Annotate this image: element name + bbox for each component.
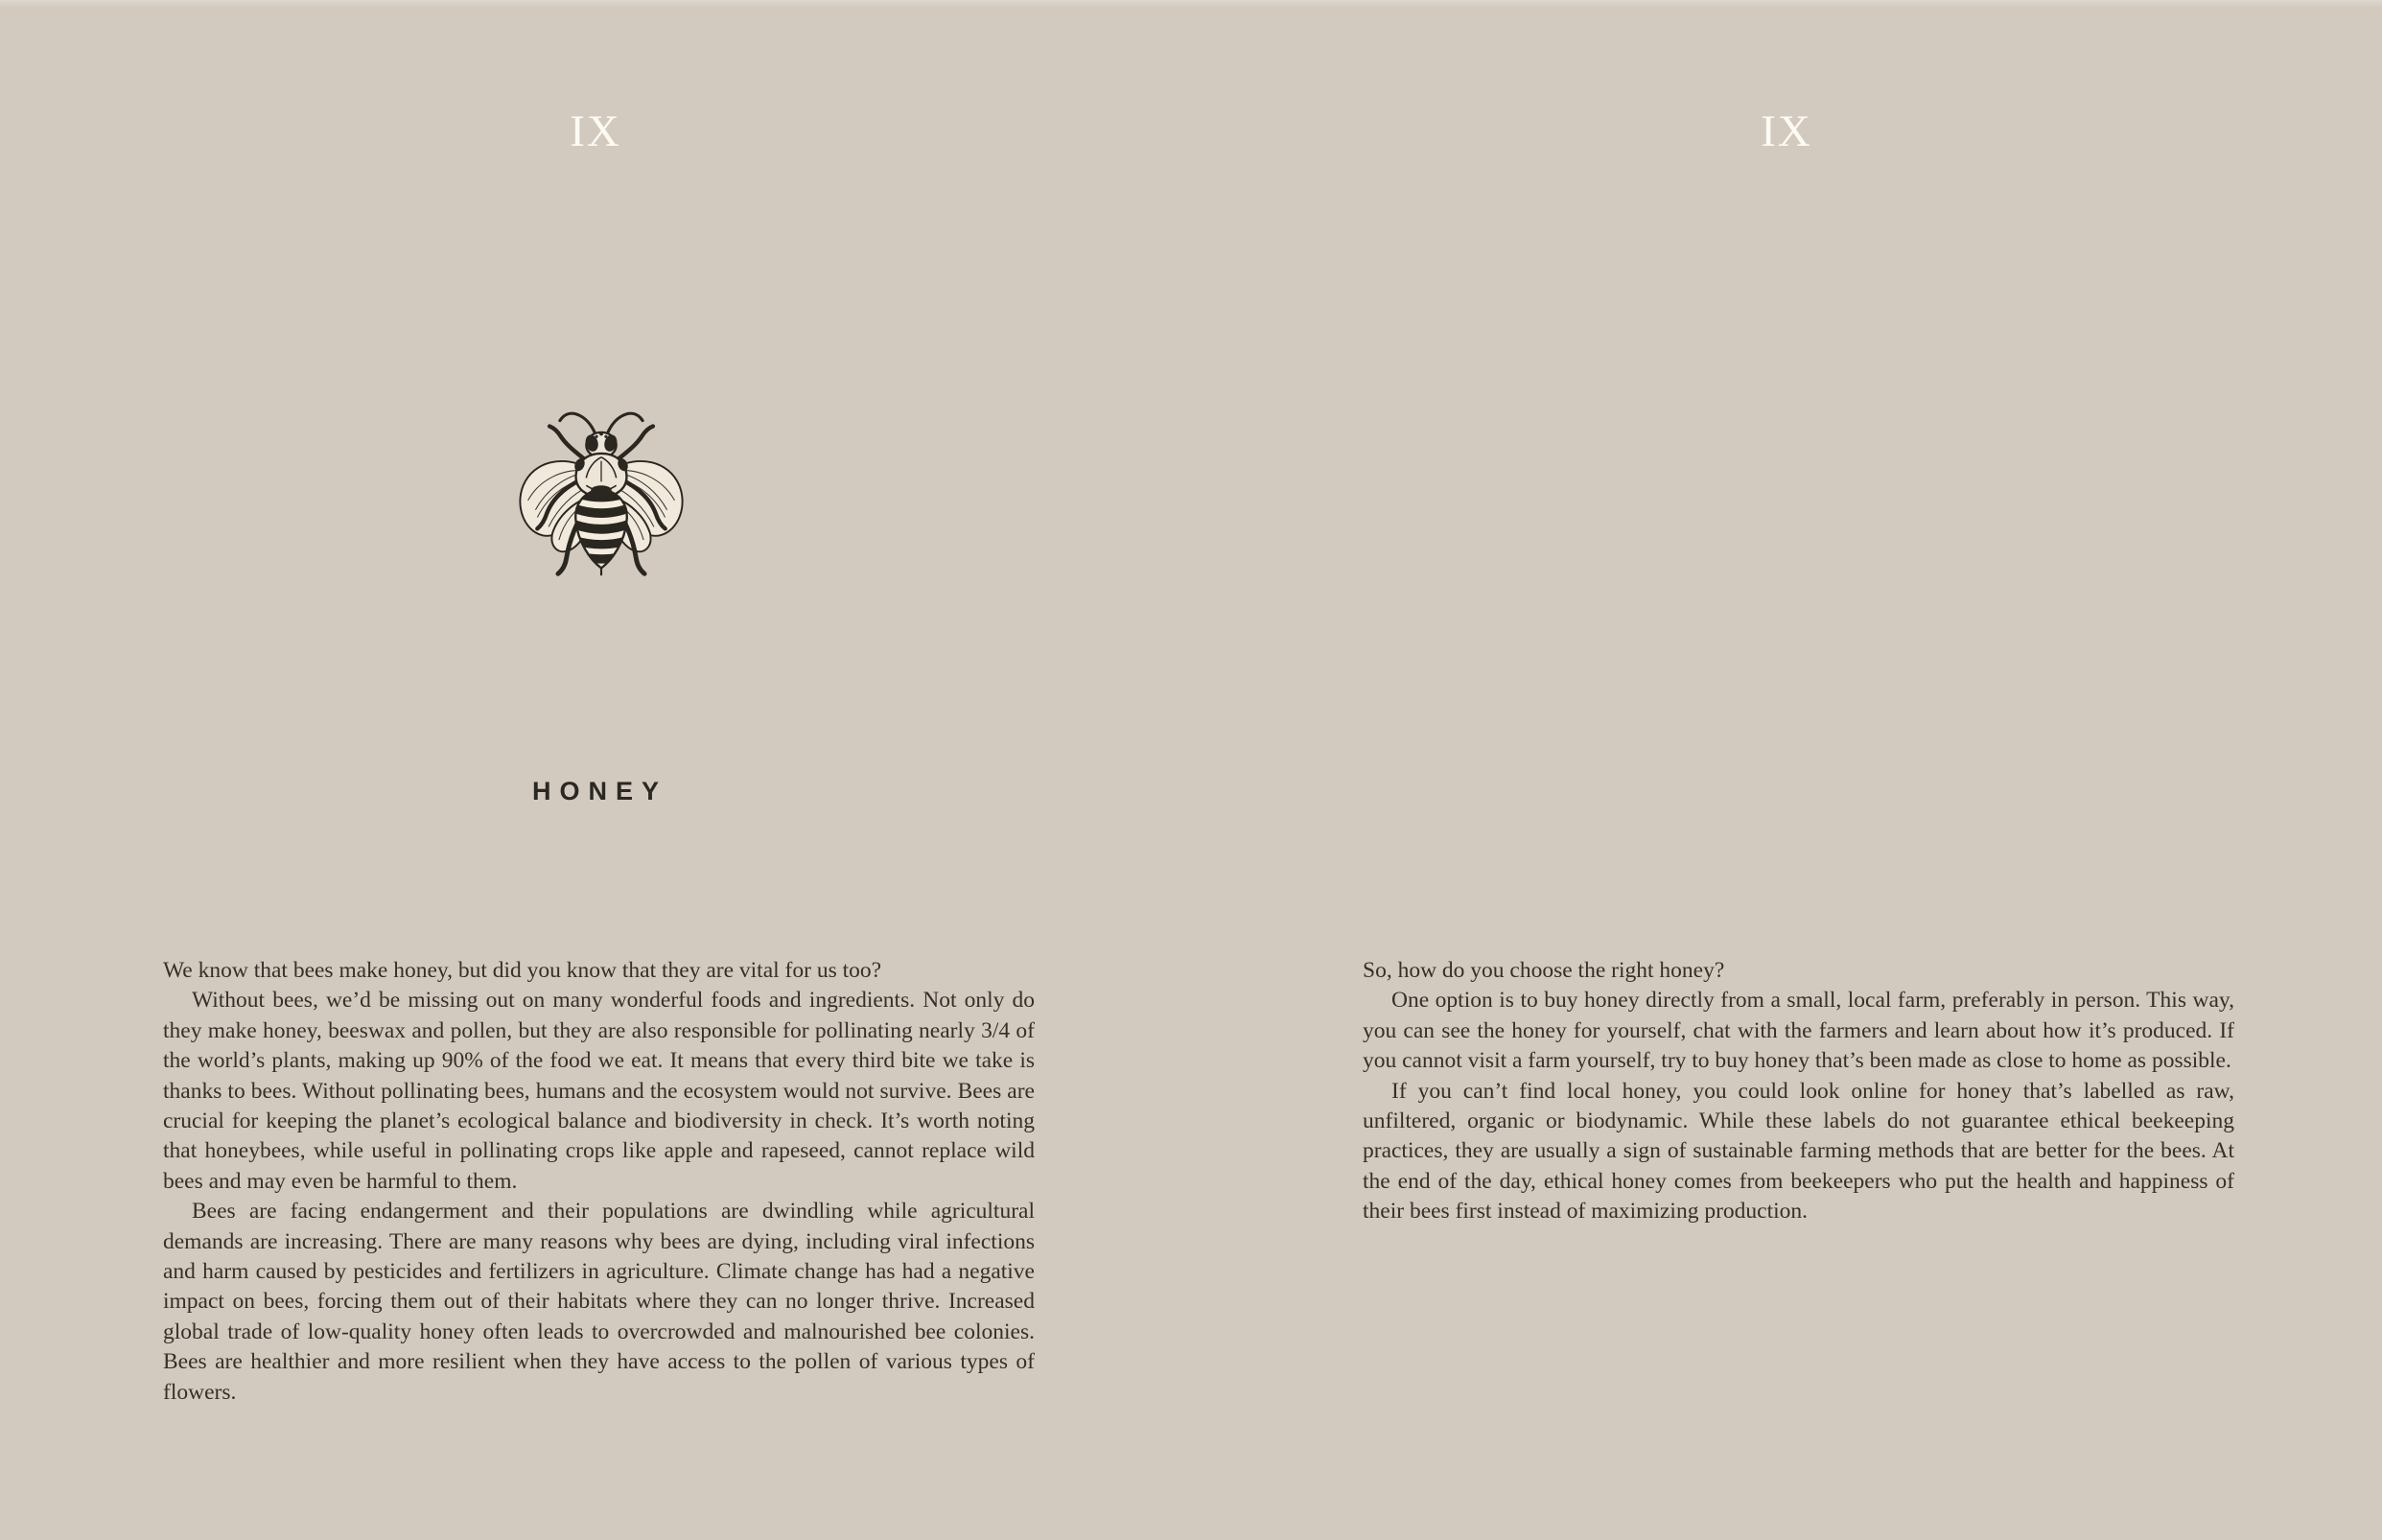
paragraph: If you can’t find local honey, you could look online for honey that’s labelled as raw, unfiltered, organic or biodynamic. While these labels do not guarantee ethical beekeeping practices, they are usually a sign of sustainable farming methods that are better for the bees. At the end of the day, ethical honey comes from beekeepers who put the health and happiness of their bees first instead of maximizing production. (1363, 1078, 2234, 1225)
paragraph: Bees are facing endangerment and their populations are dwindling while agricultural demands are increasing. There are many reasons why bees are dying, including viral infections and harm caused by pesticides and fertilizers in agriculture. Climate change has had a negative impact on bees, forcing them out of their habitats where they can no longer thrive. Increased global trade of low-quality honey often leads to overcrowded and malnourished bee colonies. Bees are healthier and more resilient when they have access to the pollen of various types of flowers. (163, 1199, 1035, 1405)
body-text-left (163, 956, 1035, 1408)
chapter-number-left: IX (570, 106, 621, 156)
bee-abdomen (573, 485, 630, 576)
chapter-number-right: IX (1761, 106, 1812, 156)
paragraph: Without bees, we’d be missing out on many wonderful foods and ingredients. Not only do they make honey, beeswax and pollen, but they are also responsible for pollinating nearly 3/4 of the world’s plants, making up 90% of the food we eat. It means that every third bite we take is thanks to bees. Without pollinating bees, humans and the ecosystem would not survive. Bees are crucial for keeping the planet’s ecological balance and biodiversity in check. It’s worth noting that honeybees, while useful in pollinating crops like apple and rapeseed, cannot replace wild bees and may even be harmful to them. (163, 988, 1035, 1194)
paragraph: One option is to buy honey directly from a small, local farm, preferably in person. This way, you can see the honey for yourself, chat with the farmers and learn about how it’s produced. If you cannot visit a farm yourself, try to buy honey that’s been made as close to home as possible. (1363, 988, 2234, 1074)
bee-engraving-icon (505, 403, 697, 591)
chapter-title: HONEY (531, 777, 668, 805)
paragraph: So, how do you choose the right honey? (1363, 958, 1725, 983)
body-text-right (1363, 956, 2234, 1227)
paragraph: We know that bees make honey, but did you know that they are vital for us too? (163, 958, 882, 983)
right-page (1191, 0, 2382, 1540)
bee-illustration (505, 403, 697, 591)
